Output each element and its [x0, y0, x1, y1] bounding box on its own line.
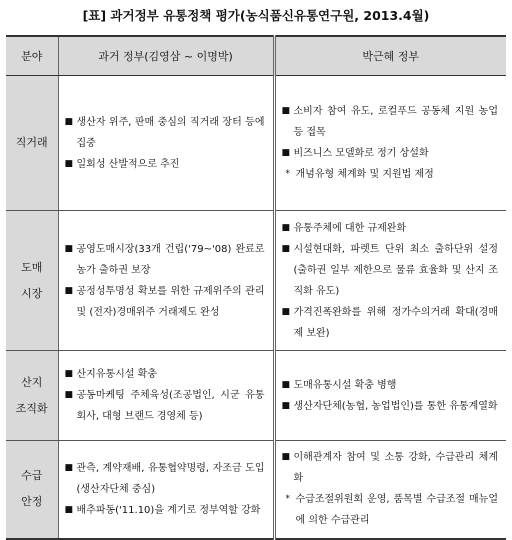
category-label: 안정	[21, 495, 43, 509]
header-category: 분야	[6, 36, 58, 76]
asterisk-icon: *	[285, 494, 290, 505]
current-policy-item-text: 이해관계자 참여 및 소통 강화, 수급관리 체계화	[293, 452, 498, 485]
current-policy-item	[282, 302, 499, 344]
past-government-cell	[58, 441, 274, 539]
category-label: 직거래	[15, 136, 48, 149]
current-policy-item	[282, 143, 499, 164]
square-bullet-icon: ■	[281, 452, 291, 463]
square-bullet-icon: ■	[64, 243, 74, 254]
past-government-cell	[58, 211, 274, 351]
category-label: 시장	[21, 286, 43, 300]
header-current-government: 박근혜 정부	[274, 36, 506, 76]
current-policy-item-text: 도매유통시설 확충 병행	[293, 379, 397, 391]
current-policy-item	[282, 101, 499, 143]
square-bullet-icon: ■	[281, 379, 291, 390]
past-policy-item-text: 생산자 위주, 판매 중심의 직거래 장터 등에 집중	[76, 116, 265, 149]
square-bullet-icon: ■	[281, 106, 291, 116]
square-bullet-icon: ■	[281, 306, 291, 317]
category-label: 도매	[21, 260, 43, 274]
square-bullet-icon: ■	[64, 285, 74, 296]
past-government-cell	[58, 76, 274, 211]
past-policy-item	[65, 500, 265, 521]
past-government-cell	[58, 351, 274, 441]
past-policy-item	[65, 112, 265, 154]
current-government-cell	[274, 441, 506, 539]
current-government-cell	[274, 76, 506, 211]
current-note-text: 수급조절위원회 운영, 품목별 수급조절 매뉴얼에 의한 수급관리	[295, 494, 498, 527]
square-bullet-icon: ■	[281, 148, 291, 158]
past-policy-item	[65, 281, 265, 323]
past-policy-item-text: 공동마케팅 주체육성(조공법인, 시군 유통회사, 대형 브랜드 경영체 등)	[76, 390, 265, 422]
table-row	[6, 211, 506, 351]
square-bullet-icon: ■	[281, 222, 291, 233]
square-bullet-icon: ■	[64, 390, 74, 400]
past-policy-item-text: 관측, 계약재배, 유통협약명령, 자조금 도입 (생산자단체 중심)	[76, 462, 265, 495]
asterisk-icon: *	[285, 169, 290, 179]
current-note-text: 개념유형 체계화 및 지원법 제정	[295, 169, 434, 180]
category-cell	[6, 76, 58, 211]
table-title: [표] 과거정부 유통정책 평가(농식품신유통연구원, 2013.4월)	[82, 8, 430, 23]
table-row	[6, 351, 506, 441]
current-policy-item-text: 소비자 참여 유도, 로컬푸드 공동체 지원 농업 등 접목	[293, 106, 498, 138]
past-policy-item-text: 공정성투명성 확보를 위한 규제위주의 관리 및 (전자)경매위주 거래제도 완성	[76, 285, 265, 318]
past-policy-item	[65, 154, 265, 175]
past-policy-item-text: 일회성 산발적으로 추진	[76, 158, 180, 170]
square-bullet-icon: ■	[281, 243, 291, 254]
current-policy-item-text: 가격진폭완화를 위해 정가수의거래 확대(경매제 보완)	[293, 306, 498, 339]
past-policy-item	[65, 239, 265, 281]
category-label: 산지	[21, 375, 43, 389]
square-bullet-icon: ■	[64, 116, 74, 127]
current-policy-item-text: 생산자단체(농협, 농업법인)를 통한 유통계열화	[293, 400, 498, 412]
current-government-cell	[274, 211, 506, 351]
header-row	[6, 36, 506, 76]
category-cell	[6, 351, 58, 441]
table-row	[6, 76, 506, 211]
square-bullet-icon: ■	[281, 400, 291, 411]
past-policy-item-text: 배추파동('11.10)을 계기로 정부역할 강화	[76, 504, 261, 516]
category-cell	[6, 211, 58, 351]
header-past-government: 과거 정부(김영삼 ~ 이명박)	[58, 36, 274, 76]
current-policy-item	[282, 396, 499, 417]
category-cell	[6, 441, 58, 539]
current-note	[282, 489, 499, 531]
current-policy-item	[282, 375, 499, 396]
current-policy-item	[282, 447, 499, 489]
past-policy-item	[65, 385, 265, 427]
square-bullet-icon: ■	[64, 462, 74, 473]
past-policy-item	[65, 458, 265, 500]
current-note	[282, 164, 499, 185]
square-bullet-icon: ■	[64, 158, 74, 169]
category-label: 수급	[21, 469, 43, 483]
current-government-cell	[274, 351, 506, 441]
current-policy-item	[282, 239, 499, 302]
category-label: 조직화	[15, 401, 48, 415]
current-policy-item-text: 유통주체에 대한 규제완화	[293, 222, 407, 234]
current-policy-item-text: 비즈니스 모델화로 정기 상설화	[293, 148, 429, 159]
past-policy-item-text: 산지유통시설 확충	[76, 369, 157, 380]
current-policy-item-text: 시설현대화, 파렛트 단위 최소 출하단위 설정(출하권 일부 제한으로 물류 효율화 및 산지 조직화 유도)	[293, 243, 498, 297]
square-bullet-icon: ■	[64, 369, 74, 379]
past-policy-item	[65, 364, 265, 385]
past-policy-item-text: 공영도매시장(33개 건립('79~'08) 완료로 농가 출하권 보장	[76, 243, 265, 276]
current-policy-item	[282, 218, 499, 239]
square-bullet-icon: ■	[64, 504, 74, 515]
table-row	[6, 441, 506, 539]
policy-evaluation-table	[6, 35, 506, 540]
